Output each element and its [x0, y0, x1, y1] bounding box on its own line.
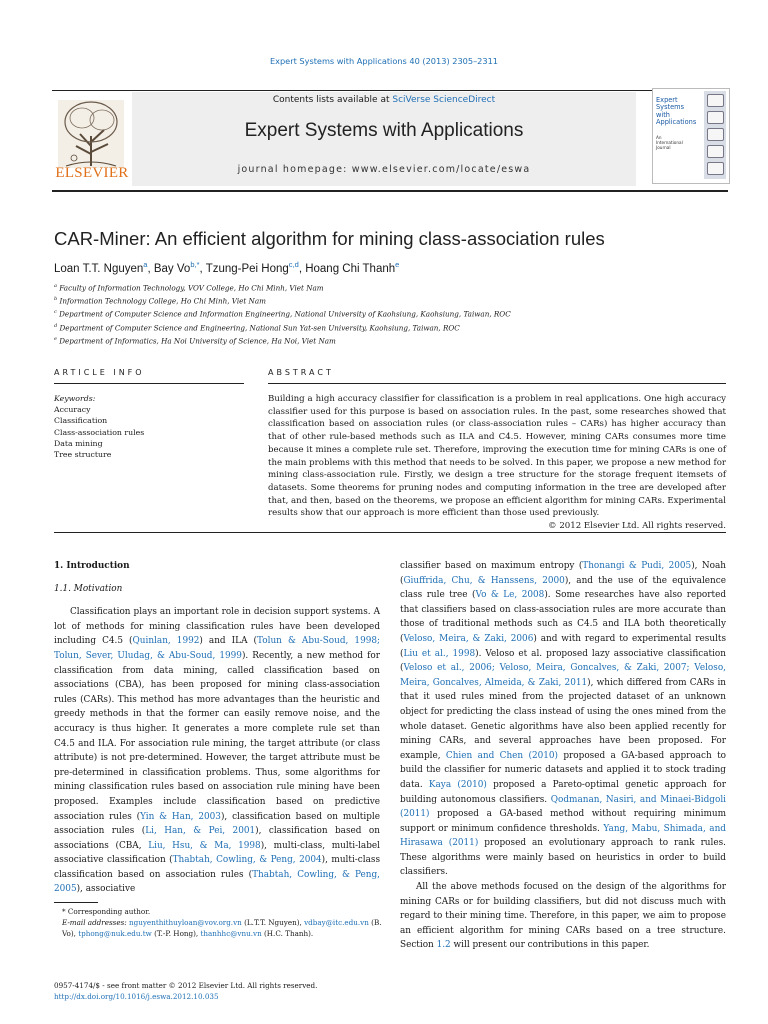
email-addresses [54, 917, 384, 939]
keyword-item: Data mining [54, 438, 103, 448]
cover-title: Expert Systems with Applications [656, 96, 697, 127]
affiliation-text: Department of Computer Science and Information Engineering, National University of Kaohsiung, Kaohsiung, Taiwan, ROC [59, 309, 511, 319]
abstract-copyright: © 2012 Elsevier Ltd. All rights reserved. [548, 521, 726, 532]
section-heading: 1. Introduction [54, 561, 130, 571]
citation-link[interactable]: Yang, Mabu, Shimada, and Hirasawa (2011) [400, 823, 726, 849]
affiliation-item [54, 294, 734, 307]
affiliation-text: Department of Computer Science and Engineering, National Sun Yat-sen University, Kaohsiung, Taiwan, ROC [59, 322, 460, 332]
affiliation-text: Faculty of Information Technology, VOV College, Ho Chi Minh, Viet Nam [59, 283, 324, 293]
author-affiliation-marker[interactable]: c,d [288, 260, 299, 269]
subsection-heading: 1.1. Motivation [54, 583, 123, 594]
left-column [54, 559, 380, 897]
cover-thumbnail-icon [707, 145, 724, 158]
abstract-heading: ABSTRACT [268, 368, 334, 377]
affiliation-item [54, 321, 734, 334]
citation-link[interactable]: Liu et al., 1998 [403, 648, 476, 659]
keyword-item: Classification [54, 416, 108, 426]
sciencedirect-link[interactable]: SciVerse ScienceDirect [392, 95, 496, 105]
cover-thumbnail-icon [707, 94, 724, 107]
header-bottom-rule [52, 190, 728, 192]
citation-link[interactable]: Chien and Chen (2010) [445, 750, 559, 761]
citation-link[interactable]: Li, Han, & Pei, 2001 [145, 826, 256, 837]
journal-title: Expert Systems with Applications [244, 120, 524, 141]
author-list: Loan T.T. Nguyen$^a$, Bay $Vo^{b,*}$, Tzung-Pei Hong$^{c,d}$, Hoang Chi Thanh$^e$ [54, 260, 400, 275]
affiliations [54, 281, 734, 347]
citation-link[interactable]: Veloso, Meira, & Zaki, 2006 [403, 633, 534, 644]
affiliation-marker: e [54, 335, 57, 342]
affiliation-text: Information Technology College, Ho Chi Minh, Viet Nam [59, 296, 266, 306]
email-label: E-mail addresses: [62, 918, 127, 928]
cover-subtitle: An International Journal [656, 135, 683, 150]
abstract-text: Building a high accuracy classifier for classification is a problem in real applications. One high accuracy classifier used for this purpose is based on association rules. In the past, some researches showed that classification based on association rules (or class-association rules – CARs) has higher accuracy than that of other rule-based methods such as ILA and C4.5. However, mining CARs consumes more time because it mines a complete rule set. Therefore, improving the execution time for mining CARs is one of the main problems with this method that needs to be solved. In this paper, we propose a new method for mining class-association rule. Firstly, we design a tree structure for the storage frequent itemsets of datasets. Some theorems for pruning nodes and computing information in the tree are developed after that, and then, based on the theorems, we propose an efficient algorithm for mining CARs. Experimental results show that our approach is more efficient than those used previously. [268, 394, 726, 519]
contents-line [132, 95, 636, 105]
elsevier-wordmark: ELSEVIER [55, 165, 129, 181]
footnote-rule [54, 902, 98, 903]
author-name[interactable]: Bay Vo [153, 262, 191, 275]
affiliation-marker: d [54, 322, 58, 329]
journal-cover-thumbnail[interactable] [652, 88, 730, 184]
intro-paragraph: All the above methods focused on the design of the algorithms for mining CARs or for building classifiers, but did not discuss much with regard to their mining time. Therefore, in this paper, we aim to propose an efficient algorithm for mining CARs based on a tree structure. Section 1.2 will present our contributions in this paper. [400, 882, 726, 951]
issn-block [54, 980, 384, 1002]
issn-line: 0957-4174/$ - see front matter © 2012 Elsevier Ltd. All rights reserved. [54, 981, 318, 990]
journal-homepage[interactable]: journal homepage: www.elsevier.com/locate/eswa [237, 164, 531, 175]
citation-link[interactable]: Liu, Hsu, & Ma, 1998 [148, 840, 261, 851]
cover-icon-strip [704, 91, 726, 179]
abstract-block [268, 393, 726, 533]
cover-thumbnail-icon [707, 111, 724, 124]
author-affiliation-marker[interactable]: e [395, 260, 400, 269]
citation-link[interactable]: tphong@nuk.edu.tw [78, 929, 152, 939]
footnote [54, 906, 384, 940]
citation-link[interactable]: nguyenthithuyloan@vov.org.vn [129, 918, 242, 928]
citation-link[interactable]: thanhhc@vnu.vn [200, 929, 262, 939]
citation-link[interactable]: Tolun & Abu-Soud, 1998; Tolun, Sever, Uludag, & Abu-Soud, 1999 [54, 636, 381, 661]
citation-link[interactable]: Vo & Le, 2008 [475, 590, 545, 601]
cover-thumbnail-icon [707, 128, 724, 141]
email-list: nguyenthithuyloan@vov.org.vn (L.T.T. Nguyen), vdbay@itc.edu.vn (B. Vo), tphong@nuk.edu.tw (T.-P. Hong), thanhhc@vnu.vn (H.C. Thanh). [62, 918, 382, 939]
citation-link[interactable]: Thonangi & Pudi, 2005 [582, 561, 692, 571]
abstract-rule [268, 383, 726, 384]
keywords-block [54, 393, 244, 460]
citation-link[interactable]: Yin & Han, 2003 [140, 811, 221, 822]
affiliation-item [54, 281, 734, 294]
citation-link[interactable]: Quinlan, 1992 [132, 636, 200, 647]
author-name[interactable]: Hoang Chi Thanh [305, 262, 396, 275]
intro-paragraph-continued: classifier based on maximum entropy (Thonangi & Pudi, 2005), Noah (Giuffrida, Chu, & Hanssens, 2000), and the use of the equivalence class rule tree (Vo & Le, 2008). Some researches have also reported that classifiers based on class-association rules are more accurate than those of traditional methods such as C4.5 and ILA both theoretically (Veloso, Meira, & Zaki, 2006) and with regard to experimental results (Liu et al., 1998). Veloso et al. proposed lazy associative classification (Veloso et al., 2006; Veloso, Meira, Goncalves, & Zaki, 2007; Veloso, Meira, Goncalves, Almeida, & Zaki, 2011), which differed from CARs in that it used rules mined from the projected dataset of an unknown object for predicting the class instead of using the ones mined from the whole dataset. Genetic algorithms have also been applied recently for mining CARs, and several approaches have been proposed. For example, Chien and Chen (2010) proposed a GA-based approach to build the classifier for numeric datasets and applied it to stock trading data. Kaya (2010) proposed a Pareto-optimal genetic approach for building autonomous classifiers. Qodmanan, Nasiri, and Minaei-Bidgoli (2011) proposed a GA-based method without requiring minimum support or minimum confidence thresholds. Yang, Mabu, Shimada, and Hirasawa (2011) proposed an evolutionary approach to rank rules. These algorithms were mainly based on heuristics in order to build classifiers. [400, 561, 727, 878]
cover-thumbnail-icon [707, 162, 724, 175]
keyword-item: Accuracy [54, 405, 91, 415]
citation-link[interactable]: vdbay@itc.edu.vn [304, 918, 369, 928]
article-info-heading: ARTICLE INFO [54, 368, 145, 377]
paper-title: CAR-Miner: An efficient algorithm for mining class-association rules [54, 228, 605, 249]
citation-link[interactable]: Qodmanan, Nasiri, and Minaei-Bidgoli (2011) [400, 794, 726, 820]
right-column [400, 559, 726, 953]
keyword-item: Class-association rules [54, 427, 145, 437]
contents-prefix: Contents lists available at [272, 95, 393, 105]
affiliation-marker: a [54, 283, 57, 289]
citation-link[interactable]: Thabtah, Cowling, & Peng, 2005 [54, 869, 380, 895]
doi-link[interactable]: http://dx.doi.org/10.1016/j.eswa.2012.10.035 [54, 992, 219, 1001]
citation-link[interactable]: Kaya (2010) [428, 779, 487, 790]
citation-link[interactable]: 1.2 [436, 940, 451, 951]
citation-link[interactable]: Thabtah, Cowling, & Peng, 2004 [172, 855, 322, 866]
journal-citation-link[interactable]: Expert Systems with Applications 40 (2013) 2305–2311 [269, 56, 499, 66]
affiliation-text: Department of Informatics, Ha Noi University of Science, Ha Noi, Viet Nam [59, 336, 336, 346]
citation-link[interactable]: Giuffrida, Chu, & Hanssens, 2000 [403, 575, 565, 586]
author-affiliation-marker[interactable]: a [143, 260, 148, 269]
author-name[interactable]: Loan T.T. Nguyen [54, 262, 144, 275]
keywords-label: Keywords: [54, 394, 96, 403]
citation-link[interactable]: Veloso et al., 2006; Veloso, Meira, Goncalves, & Zaki, 2007; Veloso, Meira, Goncalves, Almeida, & Zaki, 2011 [400, 663, 726, 688]
affiliation-marker: c [54, 309, 57, 316]
affiliation-item [54, 307, 734, 320]
author-name[interactable]: Tzung-Pei Hong [205, 262, 289, 275]
header-top-rule [52, 90, 728, 91]
author-affiliation-marker[interactable]: b,* [190, 260, 200, 269]
corresponding-author-note: * Corresponding author. [62, 907, 151, 916]
affiliation-item [54, 334, 734, 347]
article-info-rule [54, 383, 244, 384]
intro-paragraph: Classification plays an important role in decision support systems. A lot of methods for mining classification rules have been developed including C4.5 (Quinlan, 1992) and ILA (Tolun & Abu-Soud, 1998; Tolun, Sever, Uludag, & Abu-Soud, 1999). Recently, a new method for classification from data mining, called classification based on associations (CBA), has been proposed for mining class-association rules (CARs). This method has more advantages than the heuristic and greedy methods in that the former can easily remove noise, and the accuracy is thus higher. It generates a more complete rule set than C4.5 and ILA. For association rule mining, the target attribute (or class attribute) is not pre-determined. However, the target attribute must be pre-determined in classification problems. Thus, some algorithms for mining classification rules based on association rule mining have been proposed. Examples include classification based on predictive association rules (Yin & Han, 2003), classification based on multiple association rules (Li, Han, & Pei, 2001), classification based on associations (CBA, Liu, Hsu, & Ma, 1998), multi-class, multi-label associative classification (Thabtah, Cowling, & Peng, 2004), multi-class classification based on association rules (Thabtah, Cowling, & Peng, 2005), associative [54, 607, 381, 895]
affiliation-marker: b [54, 296, 58, 303]
abstract-bottom-rule [54, 532, 726, 533]
keyword-item: Tree structure [54, 450, 112, 460]
